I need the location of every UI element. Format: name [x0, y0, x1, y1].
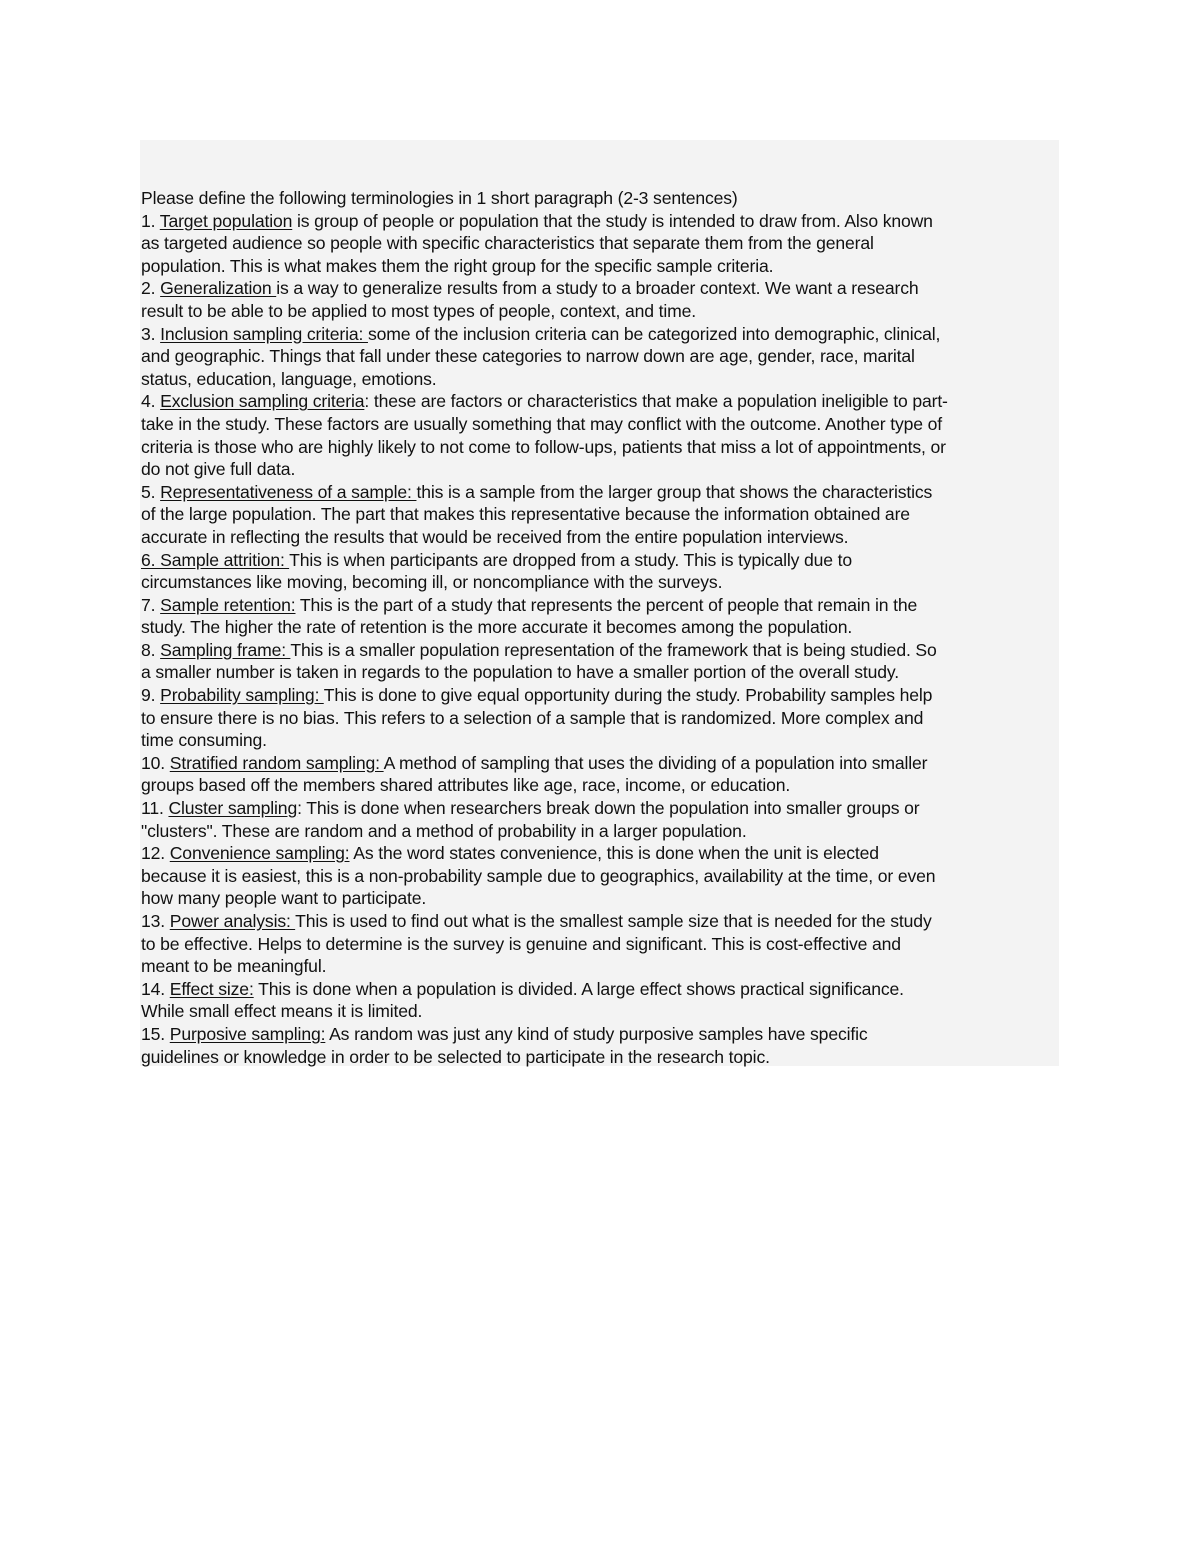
text-line [141, 255, 1057, 278]
text-run: to be effective. Helps to determine is the survey is genuine and significant. This is cost-effective and [141, 933, 901, 954]
text-run: how many people want to participate. [141, 888, 427, 909]
text-run: : This is done when researchers break down the population into smaller groups or [297, 798, 920, 819]
text-run: 3. [141, 323, 161, 344]
text-line [141, 707, 1057, 730]
text-line [141, 436, 1057, 459]
text-line [141, 978, 1057, 1001]
term-label: 6. Sample attrition: [141, 549, 290, 570]
text-run: is a way to generalize results from a study to a broader context. We want a research [276, 278, 919, 299]
text-line [141, 616, 1057, 639]
text-run: 4. [141, 391, 161, 412]
text-run: criteria is those who are highly likely to not come to follow-ups, patients that miss a lot of appointments, or [141, 436, 946, 457]
text-line [141, 368, 1057, 391]
term-label: Representativeness of a sample: [160, 481, 417, 502]
instruction-line [141, 187, 1057, 210]
text-run: time consuming. [141, 730, 267, 751]
text-run: take in the study. These factors are usually something that may conflict with the outcome. Another type of [141, 413, 943, 434]
text-run: a smaller number is taken in regards to the population to have a smaller portion of the overall study. [141, 662, 899, 683]
text-line [141, 503, 1057, 526]
text-run: 1. [141, 210, 160, 231]
text-run: This is used to find out what is the smallest sample size that is needed for the study [295, 911, 932, 931]
text-run: 2. [141, 278, 161, 299]
term-label: Purposive sampling: [169, 1023, 326, 1044]
text-run: study. The higher the rate of retention is the more accurate it becomes among the population. [141, 617, 853, 638]
text-line [141, 955, 1057, 978]
text-run: Please define the following terminologies in 1 short paragraph (2-3 sentences) [141, 188, 738, 208]
text-line [141, 594, 1057, 617]
term-label: Sampling frame: [160, 639, 291, 660]
text-line [141, 210, 1057, 233]
text-run: This is done to give equal opportunity during the study. Probability samples help [323, 685, 933, 706]
text-run: This is when participants are dropped from a study. This is typically due to [289, 549, 853, 570]
text-run: accurate in reflecting the results that would be received from the entire population interviews. [141, 526, 849, 547]
term-label: Cluster sampling [168, 798, 298, 819]
document-body [141, 187, 1057, 1068]
text-line [141, 1023, 1057, 1046]
text-line [141, 933, 1057, 956]
text-line [141, 729, 1057, 752]
text-run: 11. [141, 798, 169, 819]
text-run: result to be able to be applied to most types of people, context, and time. [141, 300, 697, 321]
text-run: 14. [141, 978, 170, 999]
text-run: of the large population. The part that makes this representative because the information obtained are [141, 504, 910, 525]
term-label: Stratified random sampling: [169, 752, 384, 773]
text-run: circumstances like moving, becoming ill, or noncompliance with the surveys. [141, 572, 723, 593]
text-line [141, 571, 1057, 594]
text-run: 8. [141, 639, 161, 660]
text-line [141, 458, 1057, 481]
text-line [141, 684, 1057, 707]
text-line [141, 842, 1057, 865]
text-line [141, 797, 1057, 820]
term-label: Exclusion sampling criteria [160, 391, 365, 412]
text-line [141, 345, 1057, 368]
text-run: population. This is what makes them the right group for the specific sample criteria. [141, 255, 774, 276]
text-line [141, 323, 1057, 346]
text-run: status, education, language, emotions. [141, 368, 437, 389]
text-run: As the word states convenience, this is done when the unit is elected [349, 843, 879, 864]
text-run: 7. [141, 594, 161, 615]
text-line [141, 887, 1057, 910]
text-run: 9. [141, 685, 161, 706]
term-label: Effect size: [169, 978, 254, 999]
text-run: groups based off the members shared attributes like age, race, income, or education. [141, 775, 791, 796]
text-line [141, 277, 1057, 300]
text-run: guidelines or knowledge in order to be selected to participate in the research topic. [141, 1046, 770, 1067]
term-label: Inclusion sampling criteria: [160, 323, 368, 344]
text-run: 5. [141, 481, 161, 502]
text-line [141, 390, 1057, 413]
term-label: Sample retention: [160, 594, 296, 615]
term-label: Probability sampling: [160, 685, 324, 706]
text-run: This is the part of a study that represents the percent of people that remain in the [295, 594, 918, 615]
text-run: 12. [141, 843, 170, 864]
text-line [141, 549, 1057, 572]
text-line [141, 865, 1057, 888]
text-run: as targeted audience so people with specific characteristics that separate them from the general [141, 233, 874, 254]
text-line [141, 526, 1057, 549]
text-line [141, 820, 1057, 843]
text-run: some of the inclusion criteria can be categorized into demographic, clinical, [367, 323, 941, 344]
term-label: Generalization [160, 278, 277, 299]
text-run: This is a smaller population representation of the framework that is being studied. So [290, 639, 937, 660]
text-line [141, 661, 1057, 684]
text-run: do not give full data. [141, 459, 296, 480]
text-run: this is a sample from the larger group that shows the characteristics [416, 481, 933, 502]
text-line [141, 1000, 1057, 1023]
text-run: This is done when a population is divided. A large effect shows practical significance. [253, 978, 904, 999]
term-label: Power analysis: [169, 911, 296, 931]
text-line [141, 481, 1057, 504]
text-run: to ensure there is no bias. This refers to a selection of a sample that is randomized. More complex and [141, 707, 924, 728]
text-line [141, 300, 1057, 323]
text-run: 13. [141, 911, 170, 931]
text-run: While small effect means it is limited. [141, 1001, 423, 1022]
text-run: As random was just any kind of study purposive samples have specific [325, 1023, 868, 1044]
text-run: meant to be meaningful. [141, 956, 327, 977]
document-panel [140, 140, 1059, 1066]
text-line [141, 639, 1057, 662]
text-line [141, 413, 1057, 436]
text-run: "clusters". These are random and a method of probability in a larger population. [141, 820, 747, 841]
text-line [141, 774, 1057, 797]
term-label: Target population [159, 210, 293, 231]
text-run: A method of sampling that uses the dividing of a population into smaller [383, 752, 928, 773]
text-run: because it is easiest, this is a non-probability sample due to geographics, availability at the time, or even [141, 865, 936, 886]
text-line [141, 752, 1057, 775]
text-line [141, 232, 1057, 255]
text-run: and geographic. Things that fall under these categories to narrow down are age, gender, race, marital [141, 346, 915, 367]
text-run: 15. [141, 1023, 170, 1044]
text-run: 10. [141, 752, 170, 773]
text-run: : these are factors or characteristics that make a population ineligible to part- [364, 391, 948, 412]
term-label: Convenience sampling: [169, 843, 350, 864]
text-line [141, 1046, 1057, 1069]
text-run: is group of people or population that the study is intended to draw from. Also known [292, 210, 933, 231]
text-line [141, 910, 1057, 933]
